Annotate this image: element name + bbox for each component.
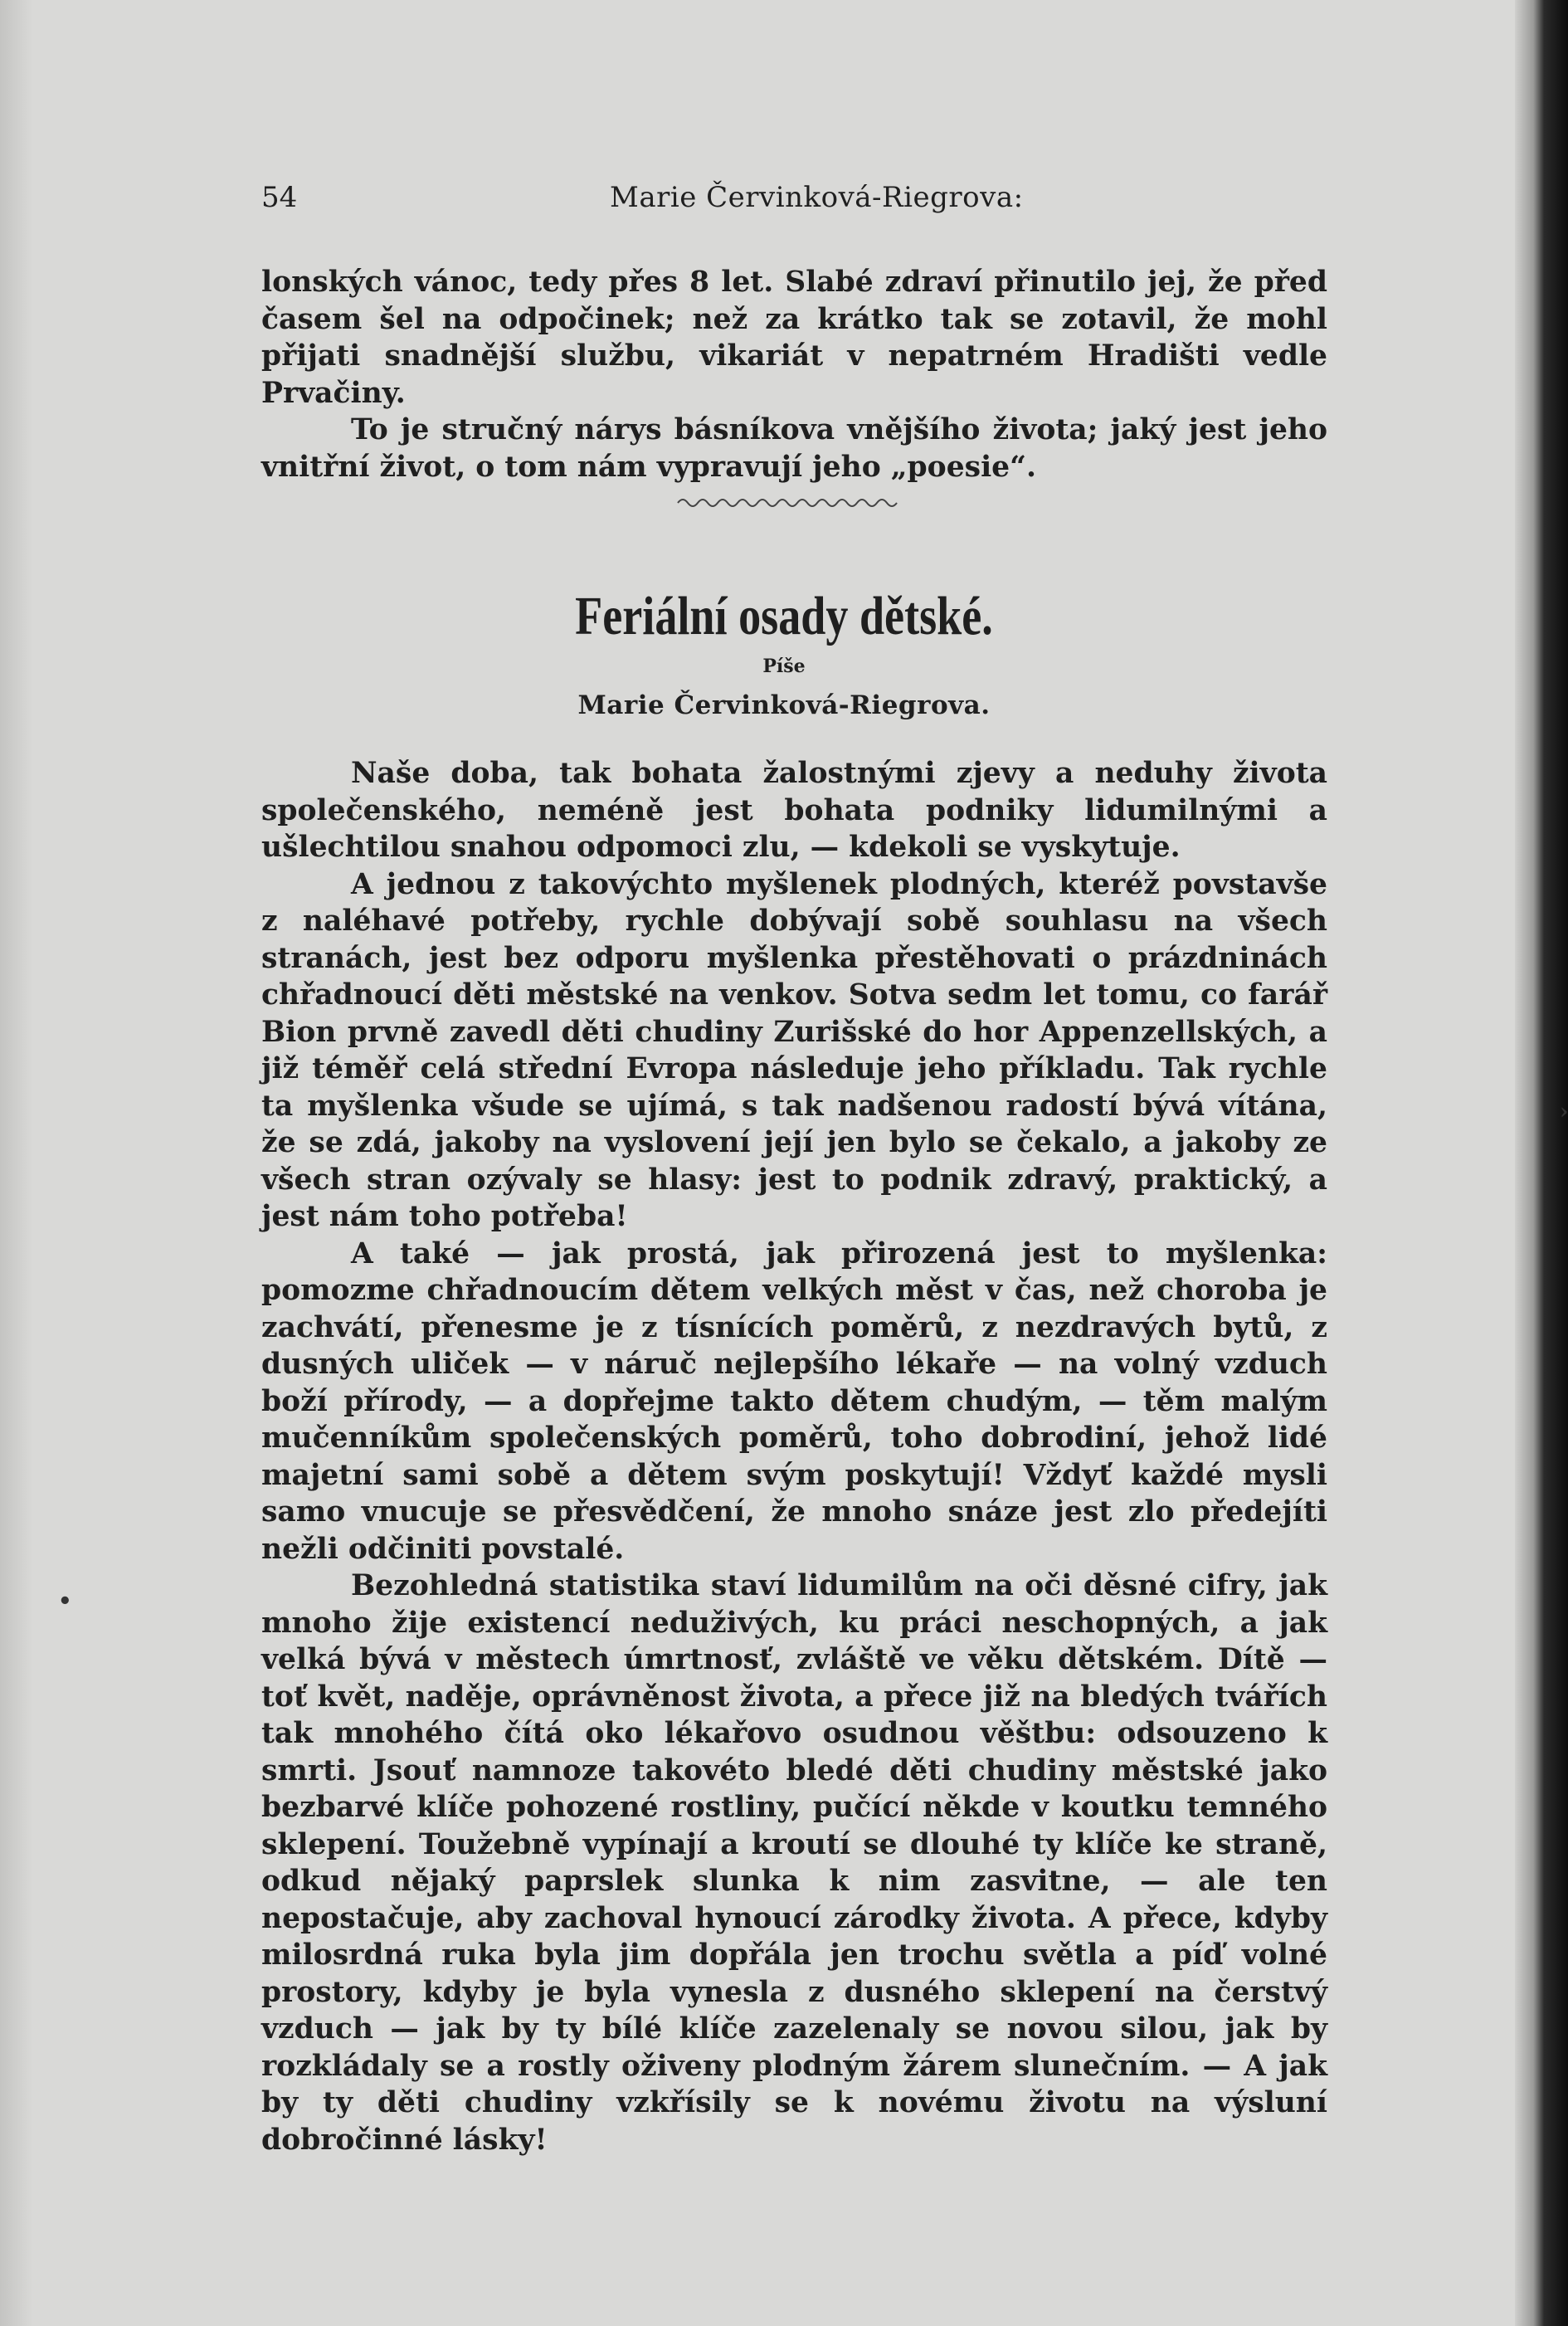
page-number: 54 bbox=[261, 181, 298, 214]
paragraph: To je stručný nárys básníkova vnějšího života; jaký jest jeho vnitřní život, o tom nám vypravují jeho „poesie“. bbox=[261, 413, 1327, 484]
scan-left-shadow bbox=[0, 0, 33, 2326]
byline-label: Píše bbox=[762, 656, 806, 677]
article-title: Feriální osady dětské. bbox=[575, 586, 993, 646]
paragraph: Naše doba, tak bohata žalostnými zjevy a neduhy života společenského, neméně jest bohata podniky lidumilnými a ušlechtilou snahou odpomoci zlu, — kdekoli se vyskytuje. bbox=[261, 757, 1327, 864]
article-author: Marie Červinková-Riegrova. bbox=[577, 690, 991, 720]
paragraph: A jednou z takovýchto myšlenek plodných, kteréž povstavše z naléhavé potřeby, rychle dobývají sobě souhlasu na všech stranách, jest bez odporu myšlenka přestěhovati o prázdninách chřadnoucí děti městské na venkov. Sotva sedm let tomu, co farář Bion prvně zavedl děti chudiny Zurišské do hor Appenzellských, a již téměř celá střední Evropa následuje jeho příkladu. Tak rychle ta myšlenka všude se ujímá, s tak nadšenou radostí bývá vítána, že se zdá, jakoby na vyslovení její jen bylo se čekalo, a jakoby ze všech stran ozývaly se hlasy: jest to podnik zdravý, praktický, a jest nám toho potřeba! bbox=[261, 867, 1327, 1233]
paragraph: A také — jak prostá, jak přirozená jest to myšlenka: pomozme chřadnoucím dětem velkých měst v čas, než choroba je zachvátí, přenesme je z tísnících poměrů, z nezdravých bytů, z dusných uliček — v náruč nejlepšího lékaře — na volný vzduch boží přírody, — a dopřejme takto dětem chudým, — těm malým mučenníkům společenských poměrů, toho dobrodiní, jehož lidé majetní sami sobě a dětem svým poskytují! Vždyť každé mysli samo vnucuje se přesvědčení, že mnoho snáze jest zlo předejíti nežli odčiniti povstalé. bbox=[261, 1236, 1327, 1566]
previous-article-ending bbox=[261, 264, 1327, 485]
scan-speck: › bbox=[1560, 1100, 1568, 1124]
scan-page-edge bbox=[1515, 0, 1568, 2326]
scan-speck: • bbox=[58, 1589, 72, 1614]
running-head: Marie Červinková-Riegrova: bbox=[610, 181, 1024, 214]
page-header bbox=[261, 181, 1340, 222]
paragraph: Bezohledná statistika staví lidumilům na oči děsné cifry, jak mnoho žije existencí neduživých, ku práci neschopných, a jak velká bývá v městech úmrtnosť, zvláště ve věku dětském. Dítě — toť květ, naděje, oprávněnost života, a přece již na bledých tvářích tak mnohého čítá oko lékařovo osudnou věštbu: odsouzeno k smrti. Jsouť namnoze takovéto bledé děti chudiny městské jako bezbarvé klíče pohozené rostliny, pučící někde v koutku temného sklepení. Toužebně vypínají a kroutí se dlouhé ty klíče ke straně, odkud nějaký paprslek slunka k nim zasvitne, — ale ten nepostačuje, aby zachoval hynoucí zárodky života. A přece, kdyby milosrdná ruka byla jim dopřála jen trochu světla a píď volné prostory, kdyby je byla vynesla z dusného sklepení na čerstvý vzduch — jak by ty bílé klíče zazelenaly se novou silou, jak by rozkládaly se a rostly oživeny plodným žárem slunečním. — A jak by ty děti chudiny vzkřísily se k novému životu na výsluní dobročinné lásky! bbox=[261, 1569, 1327, 2157]
paragraph: lonských vánoc, tedy přes 8 let. Slabé zdraví přinutilo jej, že před časem šel na odpočinek; než za krátko tak se zotavil, že mohl přijati snadnější službu, vikariát v nepatrném Hradišti vedle Prvačiny. bbox=[261, 266, 1327, 410]
article-body bbox=[261, 755, 1327, 2158]
section-divider-ornament bbox=[676, 491, 900, 513]
